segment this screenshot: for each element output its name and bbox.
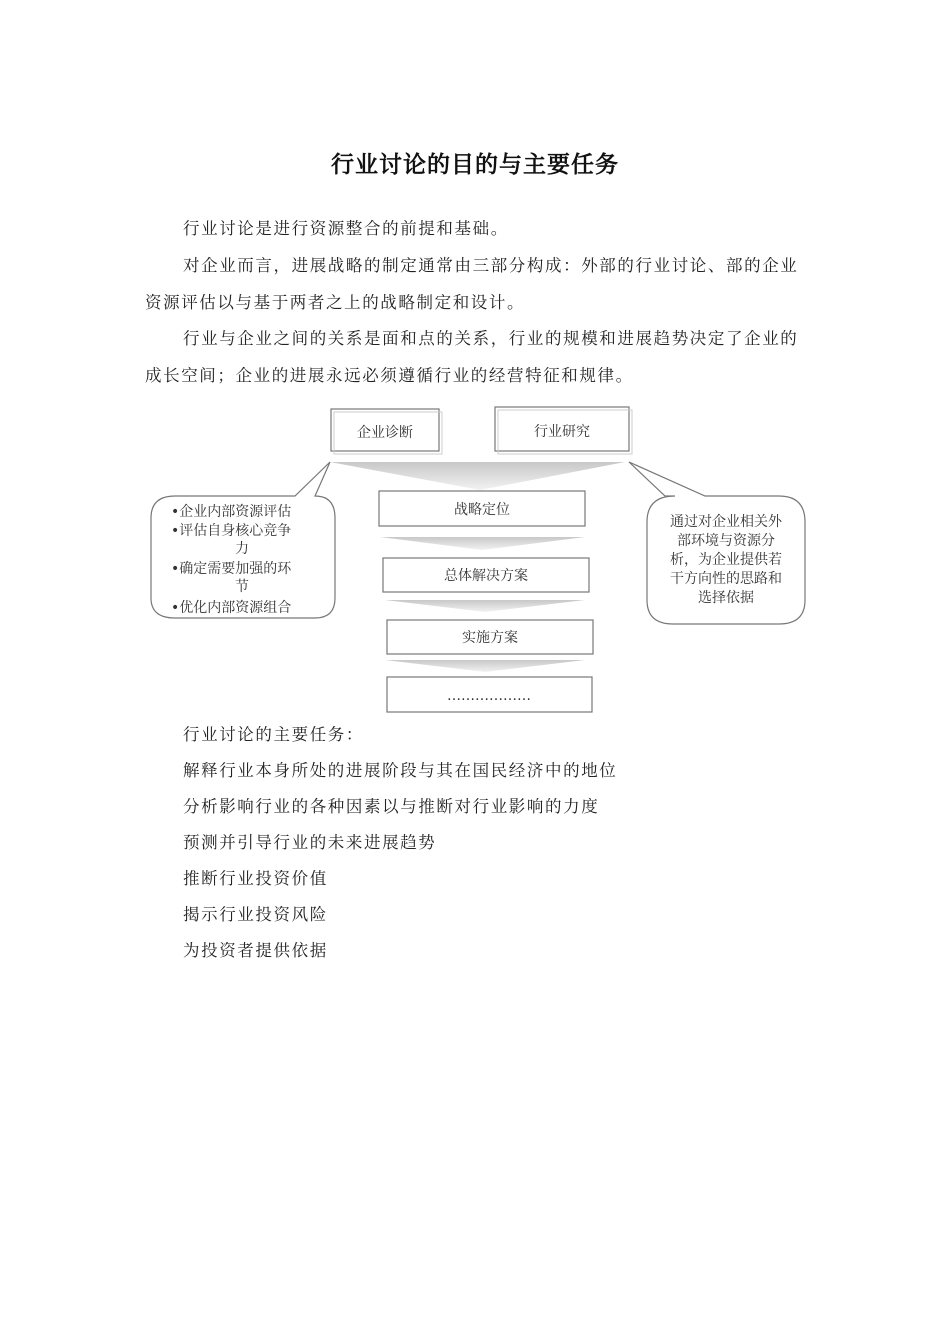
left-bubble-line-4: •确定需要加强的环 bbox=[171, 561, 292, 577]
left-bubble-line-1: •企业内部资源评估 bbox=[171, 504, 292, 520]
industry-research-box-label: 行业研究 bbox=[534, 424, 590, 440]
task-list bbox=[183, 717, 803, 969]
left-bubble-line-2: •评估自身核心竞争 bbox=[171, 523, 292, 539]
paragraph-3: 行业与企业之间的关系是面和点的关系，行业的规模和进展趋势决定了企业的成长空间；企业的进展永远必须遵循行业的经营特征和规律。 bbox=[145, 329, 799, 385]
paragraph-1: 行业讨论是进行资源整合的前提和基础。 bbox=[183, 219, 509, 238]
task-item: 揭示行业投资风险 bbox=[183, 905, 328, 924]
page-title: 行业讨论的目的与主要任务 bbox=[331, 152, 619, 178]
diagnosis-box-label: 企业诊断 bbox=[357, 425, 413, 441]
task-item: 为投资者提供依据 bbox=[183, 941, 328, 960]
right-bubble-line-4: 干方向性的思路和 bbox=[670, 571, 782, 587]
overall-solution-label: 总体解决方案 bbox=[444, 568, 528, 584]
task-item: 预测并引导行业的未来进展趋势 bbox=[183, 833, 437, 852]
ellipsis-label: ……………… bbox=[447, 688, 531, 704]
chevron-arrow-1 bbox=[330, 462, 625, 490]
right-bubble-line-5: 选择依据 bbox=[698, 590, 754, 606]
chevron-arrow-2 bbox=[380, 537, 585, 550]
paragraph-2: 对企业而言，进展战略的制定通常由三部分构成：外部的行业讨论、部的企业资源评估以与基于两者之上的战略制定和设计。 bbox=[145, 256, 799, 312]
task-list-heading: 行业讨论的主要任务： bbox=[183, 725, 364, 744]
right-bubble-line-1: 通过对企业相关外 bbox=[670, 514, 782, 530]
strategy-flow-diagram bbox=[145, 400, 815, 720]
chevron-arrow-4 bbox=[385, 660, 585, 672]
task-item: 分析影响行业的各种因素以与推断对行业影响的力度 bbox=[183, 797, 600, 816]
strategy-positioning-label: 战略定位 bbox=[454, 502, 510, 518]
left-bubble-line-5: 节 bbox=[235, 579, 249, 595]
chevron-arrow-3 bbox=[385, 600, 585, 612]
left-bubble-line-3: 力 bbox=[235, 541, 249, 557]
left-bubble-line-6: •优化内部资源组合 bbox=[171, 600, 292, 616]
right-bubble-line-2: 部环境与资源分 bbox=[677, 533, 775, 549]
task-item: 推断行业投资价值 bbox=[183, 869, 328, 888]
implementation-plan-label: 实施方案 bbox=[462, 630, 518, 646]
task-item: 解释行业本身所处的进展阶段与其在国民经济中的地位 bbox=[183, 761, 618, 780]
right-bubble-line-3: 析，为企业提供若 bbox=[670, 552, 782, 568]
